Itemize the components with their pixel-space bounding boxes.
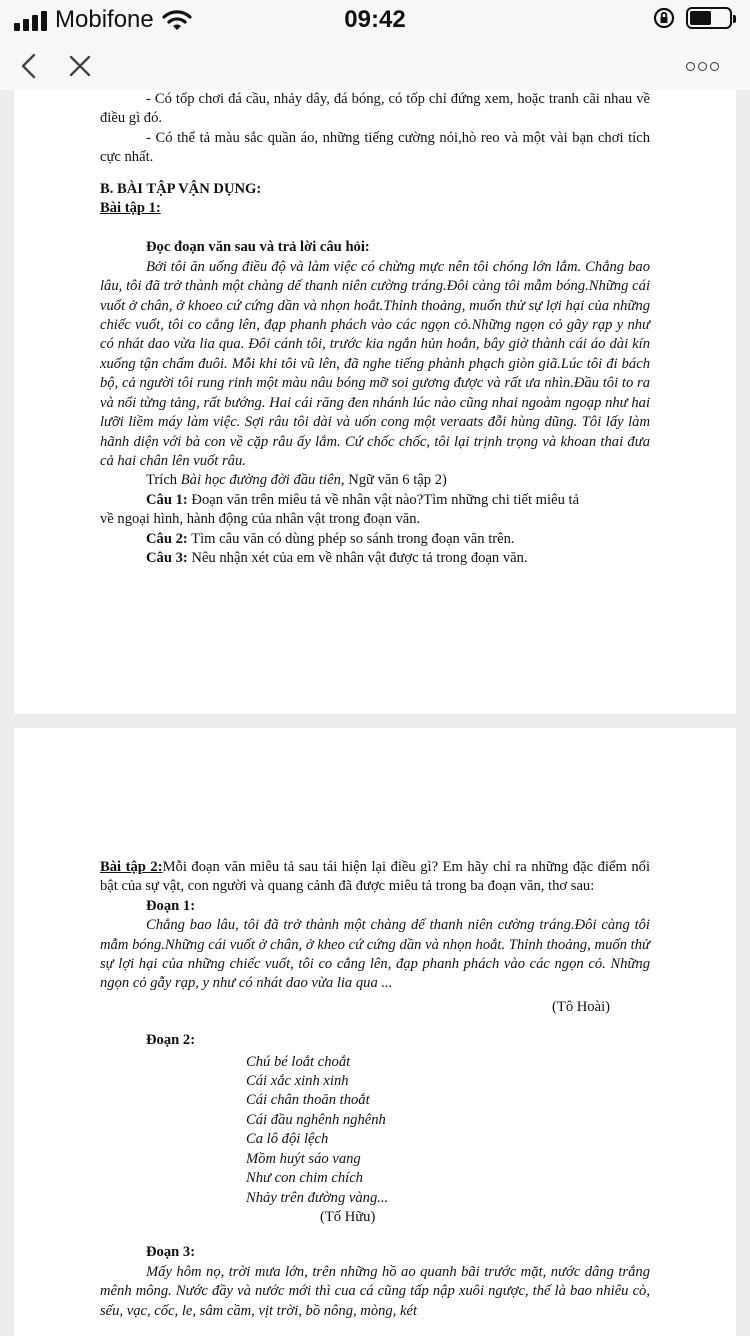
poem-line: Mồm huýt sáo vang <box>246 1150 361 1167</box>
read-instruction: Đọc đoạn văn sau và trả lời câu hỏi: <box>146 239 370 256</box>
intro-line-1: - Có tốp chơi đá cầu, nhảy dây, đá bóng, có tốp chỉ đứng xem, hoặc tranh cãi nhau về điều gì đó. <box>100 91 650 127</box>
close-icon[interactable] <box>62 48 98 84</box>
doan-1-text: Chẳng bao lâu, tôi đã trở thành một chàng dế thanh niên cường tráng.Đôi càng tôi mẫm bóng.Những cái vuốt ở chân, ở kheo cứ cứng dần và nhọn hoắt. Thỉnh thoảng, muốn thử sự lợi hại của những chiếc vuốt, tôi co cẳng lên, đạp phanh phách vào các ngọn cỏ. Những ngọn cỏ gẫy rạp, y như có nhát dao vừa lia qua ... <box>100 917 650 992</box>
doan-2-author: (Tố Hữu) <box>320 1208 376 1225</box>
poem-line: Nhảy trên đường vàng... <box>246 1189 389 1206</box>
doan-1-label: Đoạn 1: <box>146 897 196 914</box>
poem-line: Như con chim chích <box>246 1170 363 1187</box>
poem-line: Cái đầu nghênh nghênh <box>246 1111 386 1128</box>
doan-3-text: Mấy hôm nọ, trời mưa lớn, trên những hồ ao quanh bãi trước mặt, nước dâng trắng mênh mông. Nước đầy và nước mới thì cua cá cũng tấp nập xuôi ngược, thế là bao nhiêu cò, sếu, vạc, cốc, le, sâm cầm, vịt trời, bồ nông, mòng, két <box>100 1263 650 1319</box>
exercise-1-title: Bài tập 1: <box>100 200 161 217</box>
poem-line: Chú bé loắt choắt <box>246 1053 351 1070</box>
document-page-2 <box>14 728 736 1336</box>
poem-line: Cái chân thoăn thoắt <box>246 1092 370 1109</box>
question-1-continued: về ngoại hình, hành động của nhân vật trong đoạn văn. <box>100 511 421 528</box>
rotation-lock-icon <box>652 6 676 30</box>
exercise-2: Bài tập 2:Mỗi đoạn văn miêu tả sau tái hiện lại điều gì? Em hãy chỉ ra những đặc điểm nổi bật của sự vật, con người và quang cảnh đã được miêu tả trong ba đoạn văn, thơ sau: <box>100 859 650 895</box>
passage-text: Bởi tôi ăn uống điều độ và làm việc có chừng mực nên tôi chóng lớn lắm. Chẳng bao lâu, tôi đã trở thành một chàng dế thanh niên cường tráng.Đôi càng tôi mẫm bóng.Những cái vuốt ở chân, ở khoeo cứ cứng dần và nhọn hoắt.Thỉnh thoảng, muốn thử sự lợi hại của những chiếc vuốt, tôi co cẳng lên, đạp phanh phách vào các ngọn cỏ.Những ngọn cỏ gãy rạp y như có nhát dao vừa lia qua. Đôi cánh tôi, trước kia ngắn hủn hoẳn, bây giờ thành cái áo dài kín xuống tận chấm đuôi. Mỗi khi tôi vũ lên, đã nghe tiếng phành phạch giòn giã.Lúc tôi đi bách bộ, cả người tôi rung rinh một màu nâu bóng mỡ soi gương được và rất ưa nhìn.Đầu tôi to ra và nổi từng tảng, rất bướng. Hai cái răng đen nhánh lúc nào cũng nhai ngoàm ngoạp như hai lưỡi liềm máy làm việc. Sợi râu tôi dài và uốn cong một veraats đỗi hùng dũng. Tôi lấy làm hãnh diện với bà con về cặp râu ấy lắm. Cứ chốc chốc, tôi lại trịnh trọng và khoan thai đưa cả hai chân lên vuốt râu. <box>100 258 650 469</box>
battery-icon <box>686 7 732 29</box>
source-line: Trích Bài học đường đời đầu tiên, Ngữ văn 6 tập 2) <box>146 472 447 489</box>
carrier-name: Mobifone <box>55 6 154 33</box>
doan-1-author: (Tô Hoài) <box>552 998 610 1015</box>
browser-navbar <box>0 42 750 90</box>
question-3: Câu 3: Nêu nhận xét của em về nhân vật được tả trong đoạn văn. <box>146 549 528 566</box>
doan-3-label: Đoạn 3: <box>146 1244 196 1261</box>
intro-line-2: - Có thể tả màu sắc quần áo, những tiếng cường nói,hò reo và một vài bạn chơi tích cực nhất. <box>100 129 650 166</box>
status-bar <box>0 0 750 42</box>
document-page-1 <box>14 90 736 714</box>
chevron-left-icon[interactable] <box>12 48 48 84</box>
clock: 09:42 <box>344 6 406 33</box>
poem <box>100 1053 650 1208</box>
poem-line: Cái xắc xinh xinh <box>246 1073 349 1090</box>
poem-line: Ca lô đội lệch <box>246 1131 329 1148</box>
question-2: Câu 2: Tìm câu văn có dùng phép so sánh trong đoạn văn trên. <box>146 530 515 547</box>
doan-2-label: Đoạn 2: <box>146 1032 196 1049</box>
question-1: Câu 1: Đoạn văn trên miêu tả về nhân vật nào?Tìm những chi tiết miêu tả <box>146 491 580 508</box>
section-title: B. BÀI TẬP VẬN DỤNG: <box>100 180 262 197</box>
